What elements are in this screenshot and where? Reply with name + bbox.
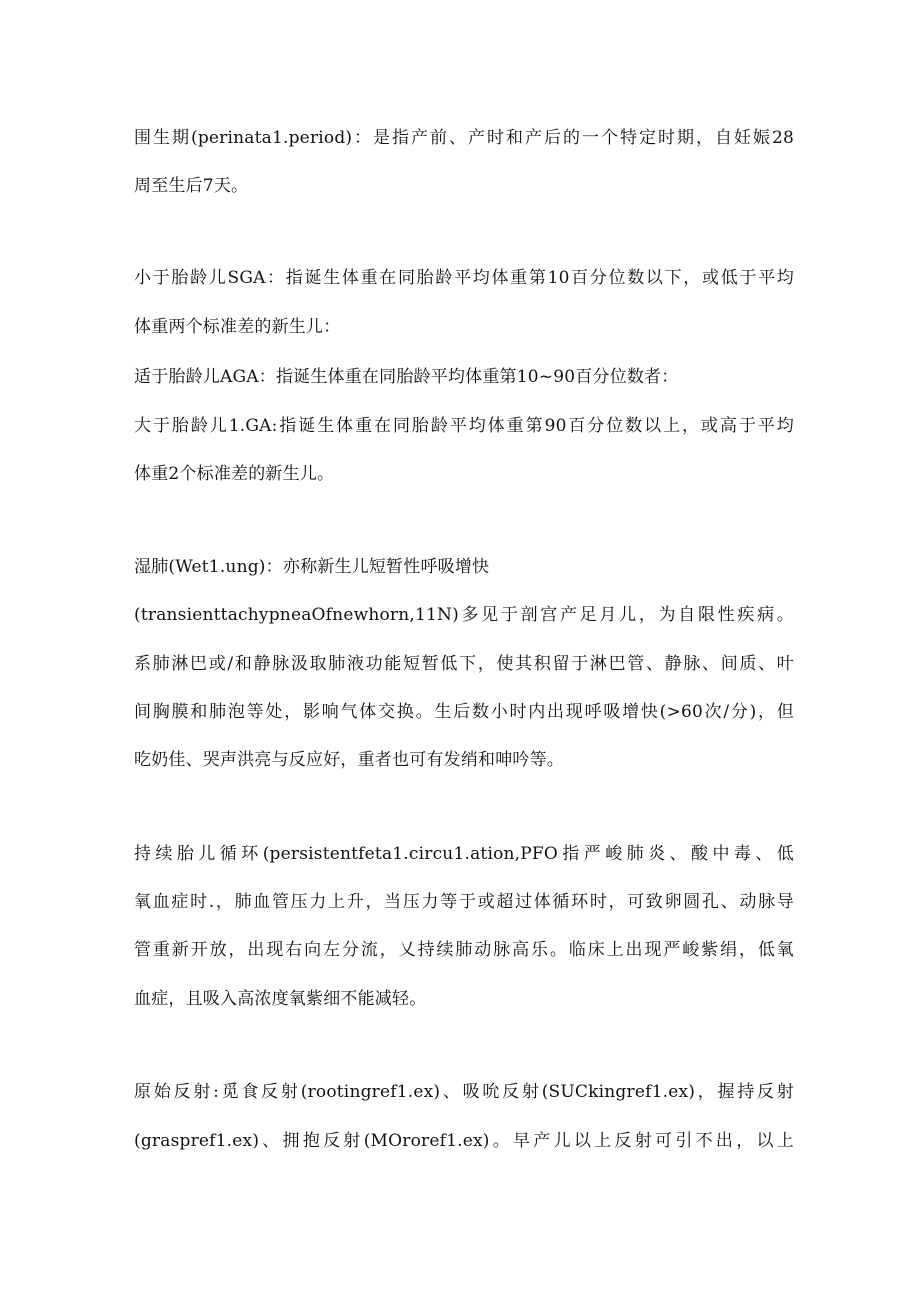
paragraph-aga-line: 适于胎龄儿AGA：指诞生体重在同胎龄平均体重第10~90百分位数者： [134, 367, 679, 387]
paragraph-pfc-line-3: 管重新开放，出现右向左分流，乂持续肺动脉高乐。临床上出现严峻紫绢，低氧 [134, 940, 794, 960]
paragraph-wet-lung-line-4: 间胸膜和肺泡等处，影响气体交换。生后数小时内出现呼吸增快(>60次/分)，但 [134, 702, 794, 722]
paragraph-wet-lung-line-2: (transienttachypneaOfnewhorn,11N)多见于剖宫产足月儿，为自限性疾病。 [134, 605, 794, 625]
paragraph-reflex-line-1: 原始反射:觅食反射(rootingref1.ex)、吸吮反射(SUCkingref1.ex)，握持反射 [134, 1082, 794, 1102]
paragraph-sga-line-1: 小于胎龄儿SGA：指诞生体重在同胎龄平均体重第10百分位数以下，或低于平均 [134, 268, 794, 288]
paragraph-wet-lung-line-1: 湿肺(Wet1.ung)：亦称新生儿短暂性呼吸增快 [134, 557, 490, 577]
paragraph-reflex-line-2: (graspref1.ex)、拥抱反射(MOroref1.ex)。早产儿以上反射可引不出，以上 [134, 1131, 794, 1151]
paragraph-perinatal-line-2: 周至生后7天。 [134, 176, 249, 196]
paragraph-wet-lung-line-5: 吃奶佳、哭声洪亮与反应好，重者也可有发绡和呻吟等。 [134, 750, 564, 770]
paragraph-pfc-line-4: 血症，且吸入高浓度氧紫细不能减轻。 [134, 989, 427, 1009]
paragraph-wet-lung-line-3: 系肺淋巴或/和静脉汲取肺液功能短暂低下，使其积留于淋巴管、静脉、间质、叶 [134, 654, 794, 674]
paragraph-lga-line-2: 体重2个标准差的新生儿。 [134, 464, 335, 484]
paragraph-perinatal-line-1: 围生期(perinata1.period)：是指产前、产时和产后的一个特定时期，自妊娠28 [134, 128, 794, 148]
paragraph-sga-line-2: 体重两个标准差的新生儿： [134, 317, 341, 337]
paragraph-pfc-line-2: 氧血症时.，肺血管压力上升，当压力等于或超过体循环时，可致卵圆孔、动脉导 [134, 892, 794, 912]
paragraph-lga-line-1: 大于胎龄儿1.GA:指诞生体重在同胎龄平均体重第90百分位数以上，或高于平均 [134, 416, 794, 436]
paragraph-pfc-line-1: 持续胎儿循环(persistentfeta1.circu1.ation,PFO指严峻肺炎、酸中毒、低 [134, 844, 794, 864]
